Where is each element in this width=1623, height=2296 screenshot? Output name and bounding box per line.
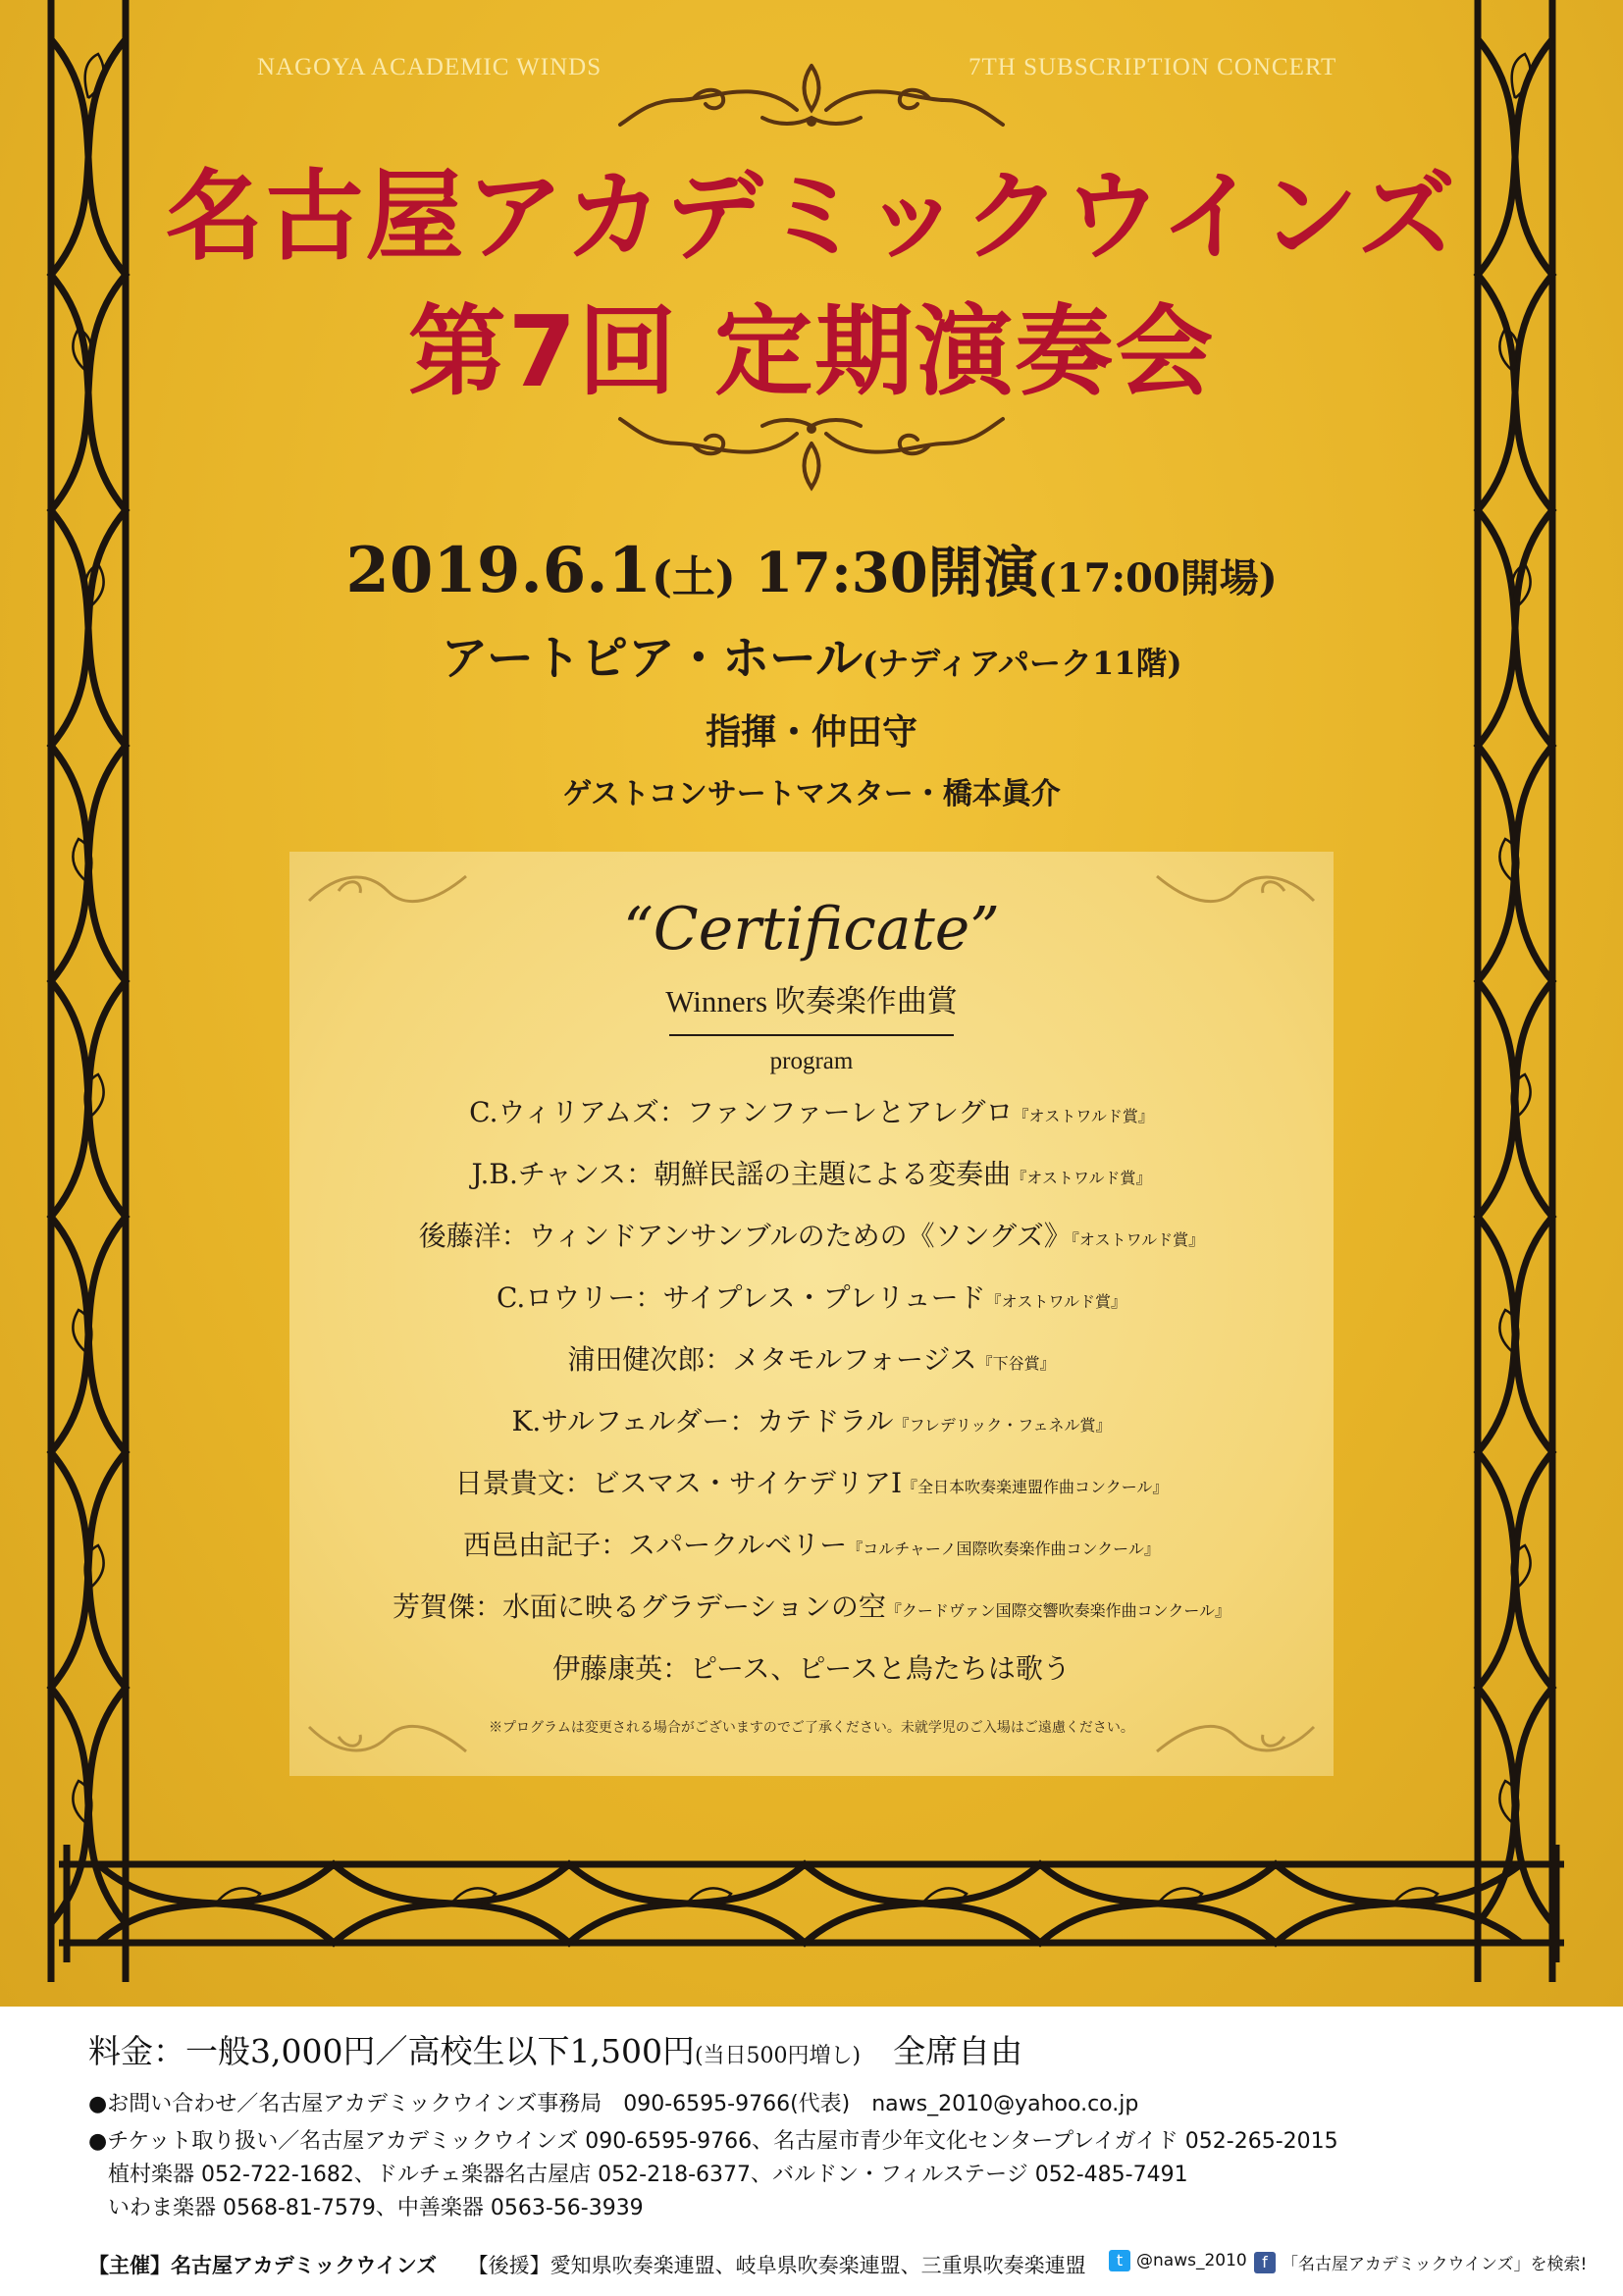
twitter-icon: t: [1109, 2250, 1130, 2271]
title-line-1: 名古屋アカデミックウインズ: [165, 159, 1458, 274]
credits-line: [88, 2250, 1086, 2279]
program-item: [289, 1462, 1334, 1524]
conductor: 指揮・仲田守: [705, 711, 917, 753]
program-award: 『オストワルド賞』: [985, 1292, 1126, 1311]
program-item: [289, 1153, 1334, 1215]
event-date: 2019.6.1: [345, 534, 653, 607]
divider: [669, 1034, 954, 1036]
event-weekday: (土): [652, 552, 736, 602]
program-award: 『下谷賞』: [976, 1354, 1056, 1373]
program-award: 『オストワルド賞』: [1071, 1230, 1205, 1249]
facebook-link[interactable]: [1254, 2250, 1587, 2274]
venue-line: [0, 620, 1623, 688]
certificate-subtitle: Winners 吹奏楽作曲賞: [665, 984, 958, 1018]
flourish-ornament-top: [615, 51, 1008, 139]
program-item: [289, 1338, 1334, 1400]
venue-name: アートピア・ホール: [441, 631, 863, 686]
program-title: C.ロウリー：サイプレス・プレリュード: [497, 1281, 986, 1314]
program-note: ※プログラムは変更される場合がございますのでご了承ください。未就学児のご入場はご遠慮ください。: [489, 1720, 1134, 1736]
program-title: K.サルフェルダー：カテドラル: [511, 1405, 894, 1437]
certificate-title: “Certificate”: [623, 895, 1000, 964]
facebook-search: 「名古屋アカデミックウインズ」を検索!: [1282, 2255, 1588, 2274]
vine-border-bottom: [59, 1825, 1564, 1972]
event-time: 17:30開演: [755, 541, 1038, 605]
organizer: 【主催】名古屋アカデミックウインズ: [88, 2254, 438, 2277]
program-award: 『全日本吹奏楽連盟作曲コンクール』: [902, 1478, 1169, 1496]
program-award: 『クードヴァン国際交響吹奏楽作曲コンクール』: [885, 1601, 1231, 1620]
program-title: C.ウィリアムズ：ファンファーレとアレグロ: [469, 1096, 1014, 1128]
program-item: [289, 1215, 1334, 1277]
tickets-line-2: 植村楽器 052-722-1682、ドルチェ楽器名古屋店 052-218-6377、バルドン・フィルステージ 052-485-7491: [108, 2163, 1188, 2187]
program-title: 後藤洋：ウィンドアンサンブルのための《ソングズ》: [418, 1220, 1072, 1252]
tickets-line-3: いわま楽器 0568-81-7579、中善楽器 0563-56-3939: [108, 2196, 644, 2220]
event-doors: (17:00開場): [1037, 555, 1278, 601]
program-title: 伊藤康英：ピース、ピースと鳥たちは歌う: [552, 1652, 1071, 1685]
program-item: [289, 1524, 1334, 1586]
price-note: (当日500円増し): [694, 2044, 862, 2068]
program-item: [289, 1586, 1334, 1647]
facebook-icon: f: [1254, 2252, 1276, 2273]
venue-note: (ナディアパーク11階): [862, 645, 1182, 682]
certificate-panel: [289, 852, 1334, 1776]
contact-line: ●お問い合わせ／名古屋アカデミックウインズ事務局 090-6595-9766(代表) naws_2010@yahoo.co.jp: [88, 2092, 1139, 2116]
program-award: 『オストワルド賞』: [1011, 1169, 1152, 1187]
program-item: [289, 1400, 1334, 1462]
seating: 全席自由: [893, 2032, 1023, 2070]
twitter-handle: @naws_2010: [1136, 2251, 1247, 2270]
program-award: 『コルチャーノ国際吹奏楽作曲コンクール』: [847, 1539, 1160, 1558]
guest-concertmaster: ゲストコンサートマスター・橋本眞介: [562, 777, 1061, 811]
flourish-ornament-bottom: [615, 404, 1008, 497]
program-award: 『オストワルド賞』: [1013, 1107, 1154, 1125]
tickets-line-1: ●チケット取り扱い／名古屋アカデミックウインズ 090-6595-9766、名古屋市青少年文化センタープレイガイド 052-265-2015: [88, 2129, 1338, 2154]
supporters: 【後援】愛知県吹奏楽連盟、岐阜県吹奏楽連盟、三重県吹奏楽連盟: [478, 2254, 1086, 2277]
program-title: 西邑由記子：スパークルベリー: [463, 1529, 848, 1561]
program-label: program: [769, 1048, 854, 1074]
program-item: [289, 1091, 1334, 1153]
concert-name-en: 7TH SUBSCRIPTION CONCERT: [969, 54, 1337, 80]
program-title: 芳賀傑：水面に映るグラデーションの空: [392, 1591, 886, 1623]
twitter-link[interactable]: [1109, 2250, 1247, 2271]
title-line-2: 第7回 定期演奏会: [407, 294, 1216, 409]
program-award: 『フレデリック・フェネル賞』: [893, 1416, 1112, 1435]
date-time-line: [0, 530, 1623, 608]
program-item: [289, 1647, 1334, 1709]
price-line: [88, 2026, 1022, 2072]
program-title: 日景貴文：ビスマス・サイケデリアⅠ: [454, 1467, 903, 1499]
program-list: [289, 1091, 1334, 1709]
program-title: J.B.チャンス：朝鮮民謡の主題による変奏曲: [471, 1158, 1012, 1190]
program-title: 浦田健次郎：メタモルフォージス: [567, 1343, 977, 1376]
program-item: [289, 1277, 1334, 1338]
price-text: 料金：一般3,000円／高校生以下1,500円: [88, 2032, 695, 2070]
org-name-en: NAGOYA ACADEMIC WINDS: [257, 54, 602, 80]
